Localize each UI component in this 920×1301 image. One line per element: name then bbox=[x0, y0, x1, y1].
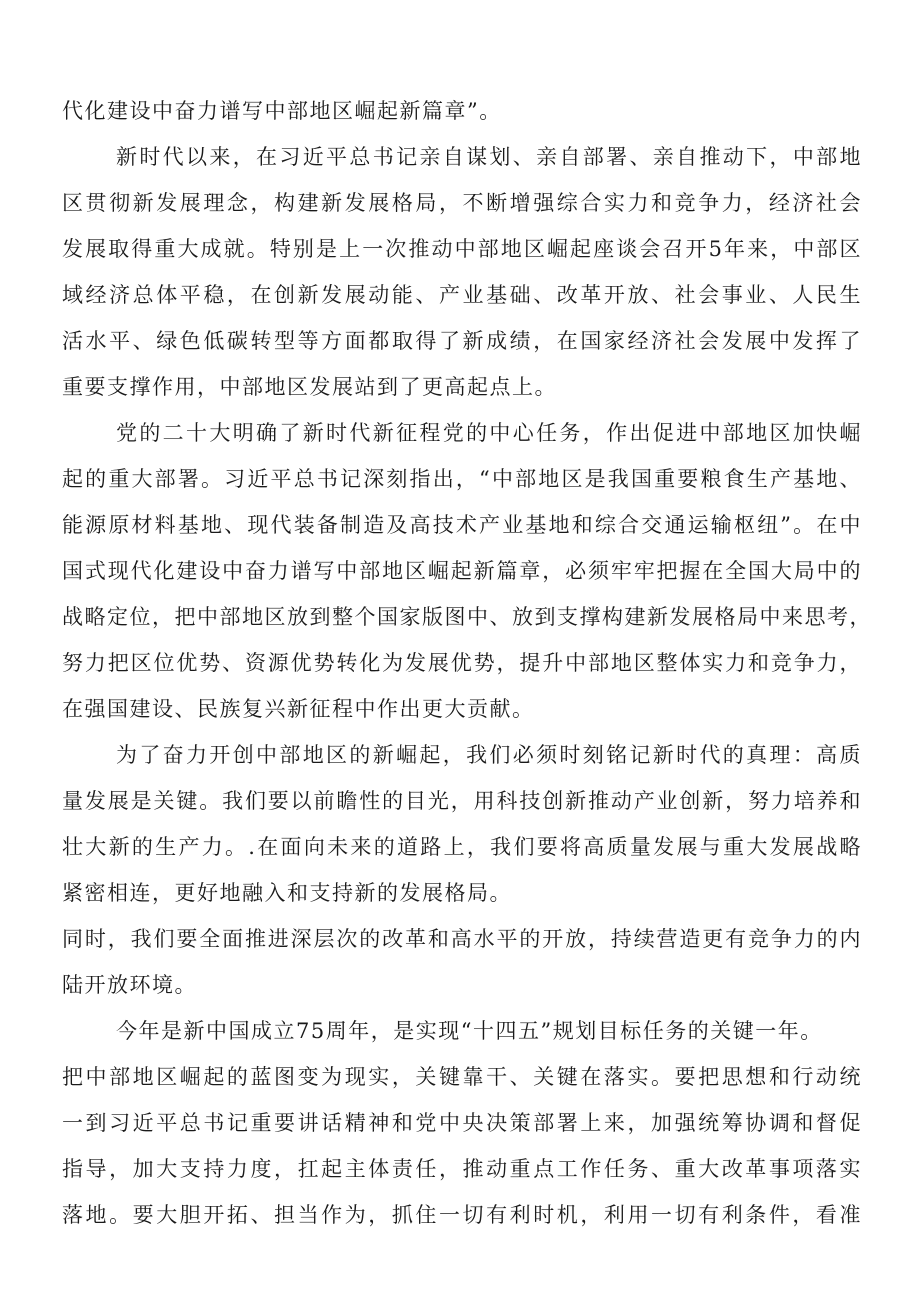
text-line: 落地。要大胆开拓、担当作为，抓住一切有利时机，利用一切有利条件，看准 bbox=[62, 1203, 862, 1227]
text-line: 战略定位，把中部地区放到整个国家版图中、放到支撑构建新发展格局中来思考， bbox=[62, 605, 872, 629]
text-line: 国式现代化建设中奋力谱写中部地区崛起新篇章，必须牢牢把握在全国大局中的 bbox=[62, 559, 862, 583]
text-line: 指导，加大支持力度，扛起主体责任，推动重点工作任务、重大改革事项落实 bbox=[62, 1157, 862, 1181]
text-line: 区贯彻新发展理念，构建新发展格局，不断增强综合实力和竞争力，经济社会 bbox=[62, 191, 862, 215]
text-line: 域经济总体平稳，在创新发展动能、产业基础、改革开放、社会事业、人民生 bbox=[62, 283, 862, 307]
document-body bbox=[62, 88, 872, 1238]
text-line: 紧密相连，更好地融入和支持新的发展格局。 bbox=[62, 881, 512, 905]
text-line: 努力把区位优势、资源优势转化为发展优势，提升中部地区整体实力和竞争力， bbox=[62, 651, 862, 675]
text-line: 为了奋力开创中部地区的新崛起，我们必须时刻铭记新时代的真理：高质 bbox=[116, 743, 862, 767]
text-line: 壮大新的生产力。.在面向未来的道路上，我们要将高质量发展与重大发展战略 bbox=[62, 835, 862, 859]
text-line: 重要支撑作用，中部地区发展站到了更高起点上。 bbox=[62, 375, 557, 399]
text-line: 党的二十大明确了新时代新征程党的中心任务，作出促进中部地区加快崛 bbox=[116, 421, 862, 445]
text-line: 发展取得重大成就。特别是上一次推动中部地区崛起座谈会召开5年来，中部区 bbox=[62, 237, 862, 261]
text-line: 量发展是关键。我们要以前瞻性的目光，用科技创新推动产业创新，努力培养和 bbox=[62, 789, 862, 813]
text-line: 代化建设中奋力谱写中部地区崛起新篇章”。 bbox=[62, 99, 502, 123]
text-line: 活水平、绿色低碳转型等方面都取得了新成绩，在国家经济社会发展中发挥了 bbox=[62, 329, 862, 353]
text-line: 起的重大部署。习近平总书记深刻指出，“中部地区是我国重要粮食生产基地、 bbox=[62, 467, 862, 491]
text-line: 在强国建设、民族复兴新征程中作出更大贡献。 bbox=[62, 697, 535, 721]
text-line: 一到习近平总书记重要讲话精神和党中央决策部署上来，加强统筹协调和督促 bbox=[62, 1111, 862, 1135]
text-line: 同时，我们要全面推进深层次的改革和高水平的开放，持续营造更有竞争力的内 bbox=[62, 927, 862, 951]
text-line: 今年是新中国成立75周年，是实现“十四五”规划目标任务的关键一年。 bbox=[116, 1019, 823, 1043]
text-line: 能源原材料基地、现代装备制造及高技术产业基地和综合交通运输枢纽”。在中 bbox=[62, 513, 862, 537]
text-line: 陆开放环境。 bbox=[62, 973, 197, 997]
text-line: 新时代以来，在习近平总书记亲自谋划、亲自部署、亲自推动下，中部地 bbox=[116, 145, 862, 169]
text-line: 把中部地区崛起的蓝图变为现实，关键靠干、关键在落实。要把思想和行动统 bbox=[62, 1065, 862, 1089]
